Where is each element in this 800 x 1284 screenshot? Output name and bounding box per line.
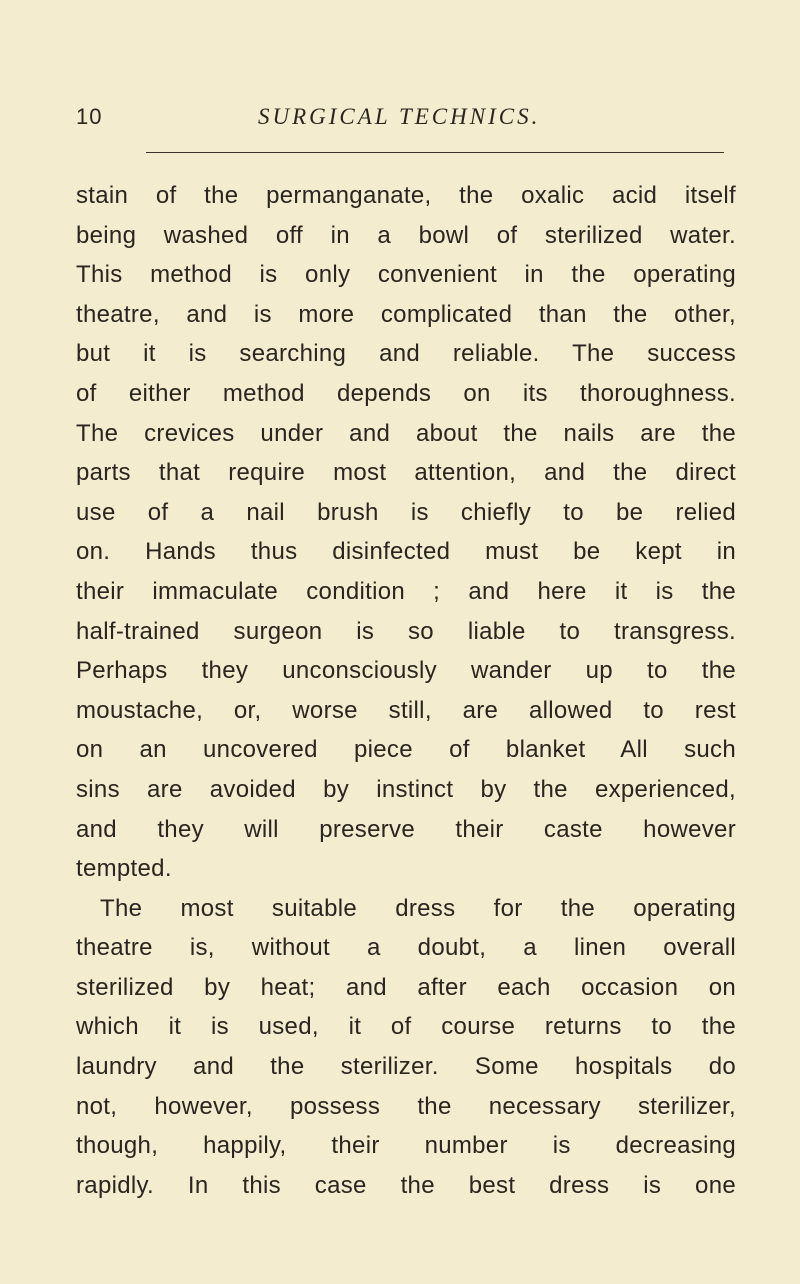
text-line: moustache, or, worse still, are allowed to rest: [76, 696, 736, 724]
text-line: rapidly. In this case the best dress is one: [76, 1171, 736, 1199]
text-line: This method is only convenient in the operating: [76, 261, 736, 289]
text-line: laundry and the sterilizer. Some hospitals do: [76, 1053, 736, 1081]
text-line: being washed off in a bowl of sterilized water.: [76, 221, 736, 249]
body-text: [76, 176, 736, 1205]
text-line: on. Hands thus disinfected must be kept in: [76, 538, 736, 566]
text-line: parts that require most attention, and the direct: [76, 459, 736, 487]
text-line: not, however, possess the necessary sterilizer,: [76, 1092, 736, 1120]
page-header: [76, 104, 726, 138]
text-line: theatre, and is more complicated than the other,: [76, 300, 736, 328]
text-line: use of a nail brush is chiefly to be relied: [76, 498, 736, 526]
text-line: half-trained surgeon is so liable to transgress.: [76, 617, 736, 645]
text-line: which it is used, it of course returns to the: [76, 1013, 736, 1041]
text-line: Perhaps they unconsciously wander up to the: [76, 657, 736, 685]
text-line: sins are avoided by instinct by the experienced,: [76, 775, 736, 803]
text-line: and they will preserve their caste however: [76, 815, 736, 843]
text-line: tempted.: [76, 855, 172, 883]
page-number: 10: [76, 104, 103, 129]
text-line: sterilized by heat; and after each occasion on: [76, 973, 736, 1001]
running-head: SURGICAL TECHNICS.: [258, 104, 541, 129]
text-line: stain of the permanganate, the oxalic acid itself: [76, 182, 736, 209]
text-line: though, happily, their number is decreasing: [76, 1132, 736, 1160]
text-line: theatre is, without a doubt, a linen overall: [76, 934, 736, 962]
header-rule: [146, 152, 724, 153]
text-line: but it is searching and reliable. The success: [76, 340, 736, 368]
text-line: The crevices under and about the nails are the: [76, 419, 736, 447]
text-line: The most suitable dress for the operating: [100, 894, 736, 922]
text-line: of either method depends on its thoroughness.: [76, 379, 736, 407]
text-line: their immaculate condition ; and here it is the: [76, 577, 736, 605]
text-line: on an uncovered piece of blanket All such: [76, 736, 736, 764]
